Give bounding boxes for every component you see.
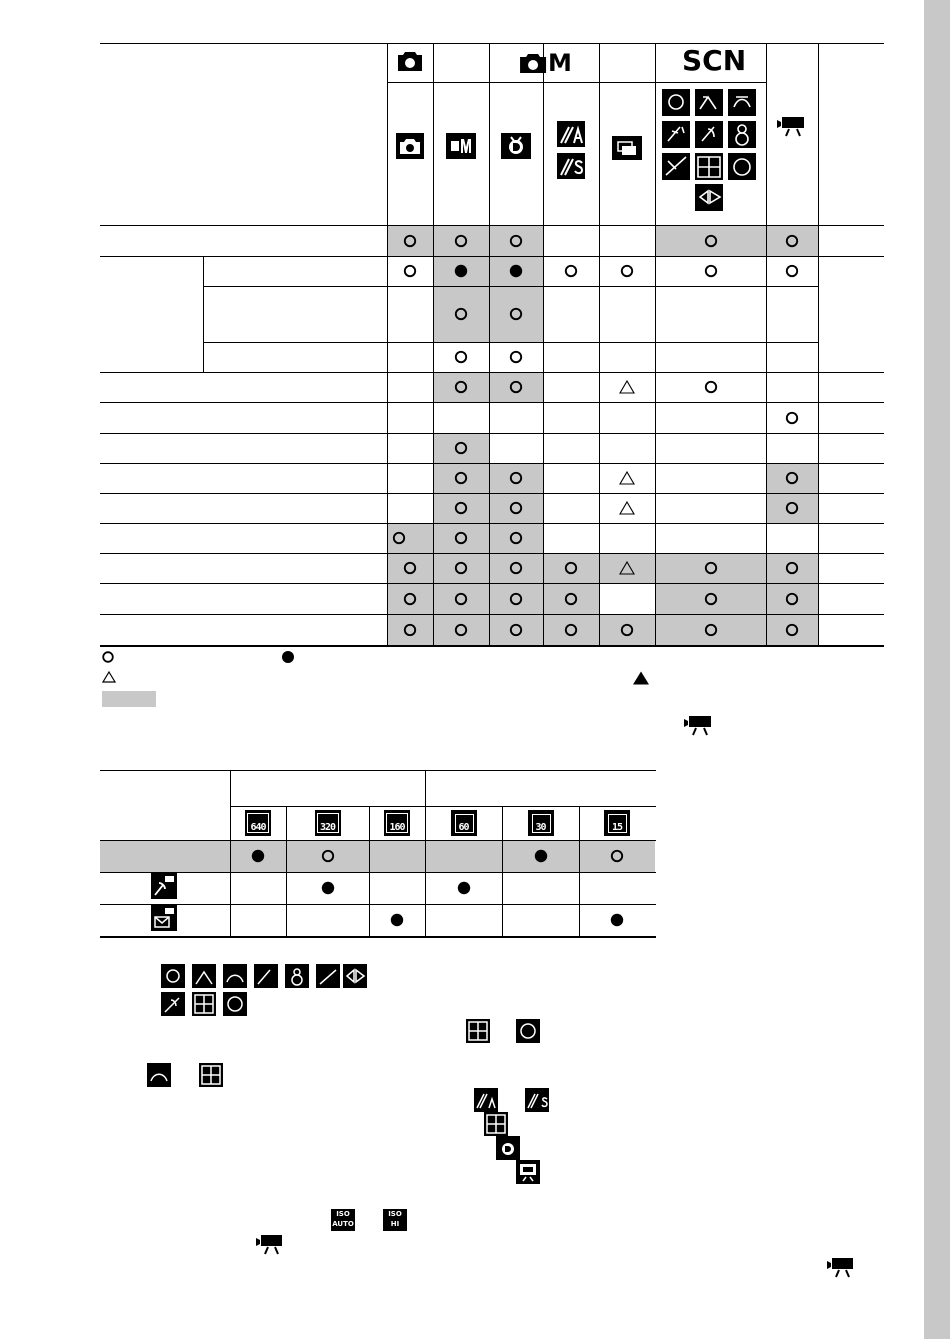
hollow-circle-mark (509, 501, 523, 515)
digital-macro-icon (501, 133, 531, 163)
legend-triangle-outline-icon (102, 671, 116, 683)
hollow-circle-mark (509, 592, 523, 606)
table2-col-rule (425, 770, 426, 936)
hollow-circle-mark (704, 623, 718, 637)
table2-header-bottom (100, 840, 656, 841)
color-accent-icon (612, 136, 642, 164)
hollow-circle-mark (785, 592, 799, 606)
table2-col-rule (230, 770, 231, 936)
shaded-cell (369, 840, 425, 872)
scene-mode-icons (660, 87, 758, 215)
fireworks-aquarium-icons (466, 1019, 540, 1047)
hollow-circle-mark (454, 592, 468, 606)
table1-subgroup-rule (203, 256, 204, 372)
hollow-circle-mark (509, 623, 523, 637)
legend-filled-circle-icon (282, 651, 295, 664)
hollow-circle-mark (454, 234, 468, 248)
table1-header-rule-auto (387, 82, 433, 83)
size-15-icon: 15 (604, 810, 630, 836)
table1-extra-rule (818, 402, 884, 403)
size-60-icon: 60 (451, 810, 477, 836)
hollow-circle-mark (454, 350, 468, 364)
legend-hollow-circle-icon (102, 651, 114, 663)
filled-circle-mark (321, 881, 335, 895)
legend-triangle-filled-icon (633, 672, 649, 685)
table1-col-rule (818, 43, 819, 645)
table2-col-rule (369, 806, 370, 936)
hollow-circle-mark (564, 592, 578, 606)
hollow-circle-mark (509, 234, 523, 248)
manual-mode-group-header (518, 51, 572, 75)
auto-mode-icon (396, 50, 424, 76)
table2-row-rule (100, 904, 656, 905)
table2-col-rule (502, 806, 503, 936)
hollow-circle-mark (403, 561, 417, 575)
table2-col-rule (286, 806, 287, 936)
movie-note-icon-right (826, 1256, 854, 1282)
hollow-circle-mark (564, 623, 578, 637)
hollow-circle-mark (454, 307, 468, 321)
hollow-circle-mark (454, 561, 468, 575)
shaded-cell (100, 840, 230, 872)
size-160-icon: 160 (384, 810, 410, 836)
table1-col-rule (543, 43, 544, 645)
table1-bottom-border (100, 645, 884, 647)
hollow-circle-mark (509, 350, 523, 364)
table2-col-rule (579, 806, 580, 936)
hollow-circle-mark (785, 561, 799, 575)
hollow-circle-mark (564, 561, 578, 575)
table1-col-rule (433, 43, 434, 645)
hollow-circle-mark (785, 264, 799, 278)
hollow-circle-mark (403, 264, 417, 278)
iso-icons (331, 1209, 407, 1231)
hollow-circle-mark (403, 623, 417, 637)
side-tab-bar (924, 0, 950, 1339)
manual-group-label: M (548, 49, 572, 77)
table1-row-rule (203, 286, 818, 287)
hollow-circle-mark (454, 380, 468, 394)
hollow-circle-mark (509, 380, 523, 394)
table1-row-rule (203, 342, 818, 343)
table2-bottom-border (100, 936, 656, 938)
movie-mode-icon (776, 114, 806, 142)
movie-note-icon (255, 1233, 283, 1259)
table1-header-rule (433, 82, 655, 83)
hollow-circle-mark (785, 471, 799, 485)
movie-standard-note-icon (516, 1160, 540, 1188)
manual-icon (446, 133, 476, 163)
filled-circle-mark (509, 264, 523, 278)
filled-circle-mark (610, 913, 624, 927)
hollow-circle-mark (704, 380, 718, 394)
hollow-circle-mark (704, 561, 718, 575)
filled-circle-mark (534, 849, 548, 863)
size-320-icon: 320 (315, 810, 341, 836)
hollow-circle-mark (509, 307, 523, 321)
filled-circle-mark (457, 881, 471, 895)
table1-col-rule (599, 43, 600, 645)
table2-row-rule (100, 872, 656, 873)
hollow-circle-mark (785, 411, 799, 425)
movie-compact-icon (151, 905, 177, 935)
filled-circle-mark (390, 913, 404, 927)
iso-auto-icon: ISO AUTO (331, 1209, 355, 1231)
legend-shaded-box (102, 691, 156, 707)
hollow-circle-mark (785, 623, 799, 637)
scene-icons-row1 (161, 964, 367, 992)
hollow-circle-mark (620, 623, 634, 637)
hollow-circle-mark (509, 531, 523, 545)
triangle-mark (619, 380, 635, 394)
iso-hi-icon: ISO HI (383, 1209, 407, 1231)
table1-header-rule-scn (655, 82, 766, 83)
hollow-circle-mark (704, 264, 718, 278)
movie-fast-frame-icon (151, 873, 177, 903)
hollow-circle-mark (509, 561, 523, 575)
hollow-circle-mark (454, 531, 468, 545)
hollow-circle-mark (392, 531, 406, 545)
size-30-icon: 30 (528, 810, 554, 836)
hollow-circle-mark (785, 234, 799, 248)
hollow-circle-mark (454, 471, 468, 485)
table1-col-rule (489, 43, 490, 645)
table2-top-border (100, 770, 656, 771)
hollow-circle-mark (509, 471, 523, 485)
stitch-assist-icons (557, 121, 585, 179)
table2-header-rule (230, 806, 656, 807)
hollow-circle-mark (403, 592, 417, 606)
hollow-circle-mark (454, 441, 468, 455)
scn-group-label: SCN (682, 44, 747, 77)
hollow-circle-mark (564, 264, 578, 278)
hollow-circle-mark (403, 234, 417, 248)
triangle-mark (619, 561, 635, 575)
hollow-circle-mark (454, 501, 468, 515)
hollow-circle-mark (620, 264, 634, 278)
table1-col-rule (387, 43, 388, 645)
hollow-circle-mark (610, 849, 624, 863)
auto-icon (396, 133, 424, 163)
table1-col-rule (655, 43, 656, 645)
snow-fireworks-icons (147, 1063, 223, 1091)
hollow-circle-mark (704, 234, 718, 248)
triangle-mark (619, 471, 635, 485)
filled-circle-mark (251, 849, 265, 863)
triangle-mark (619, 501, 635, 515)
size-640-icon: 640 (245, 810, 271, 836)
scene-icons-row2 (161, 992, 247, 1020)
shaded-cell (425, 840, 502, 872)
table1-col-rule (766, 43, 767, 645)
hollow-circle-mark (704, 592, 718, 606)
legend-movie-icon (683, 713, 713, 737)
filled-circle-mark (454, 264, 468, 278)
hollow-circle-mark (454, 623, 468, 637)
hollow-circle-mark (785, 501, 799, 515)
hollow-circle-mark (321, 849, 335, 863)
